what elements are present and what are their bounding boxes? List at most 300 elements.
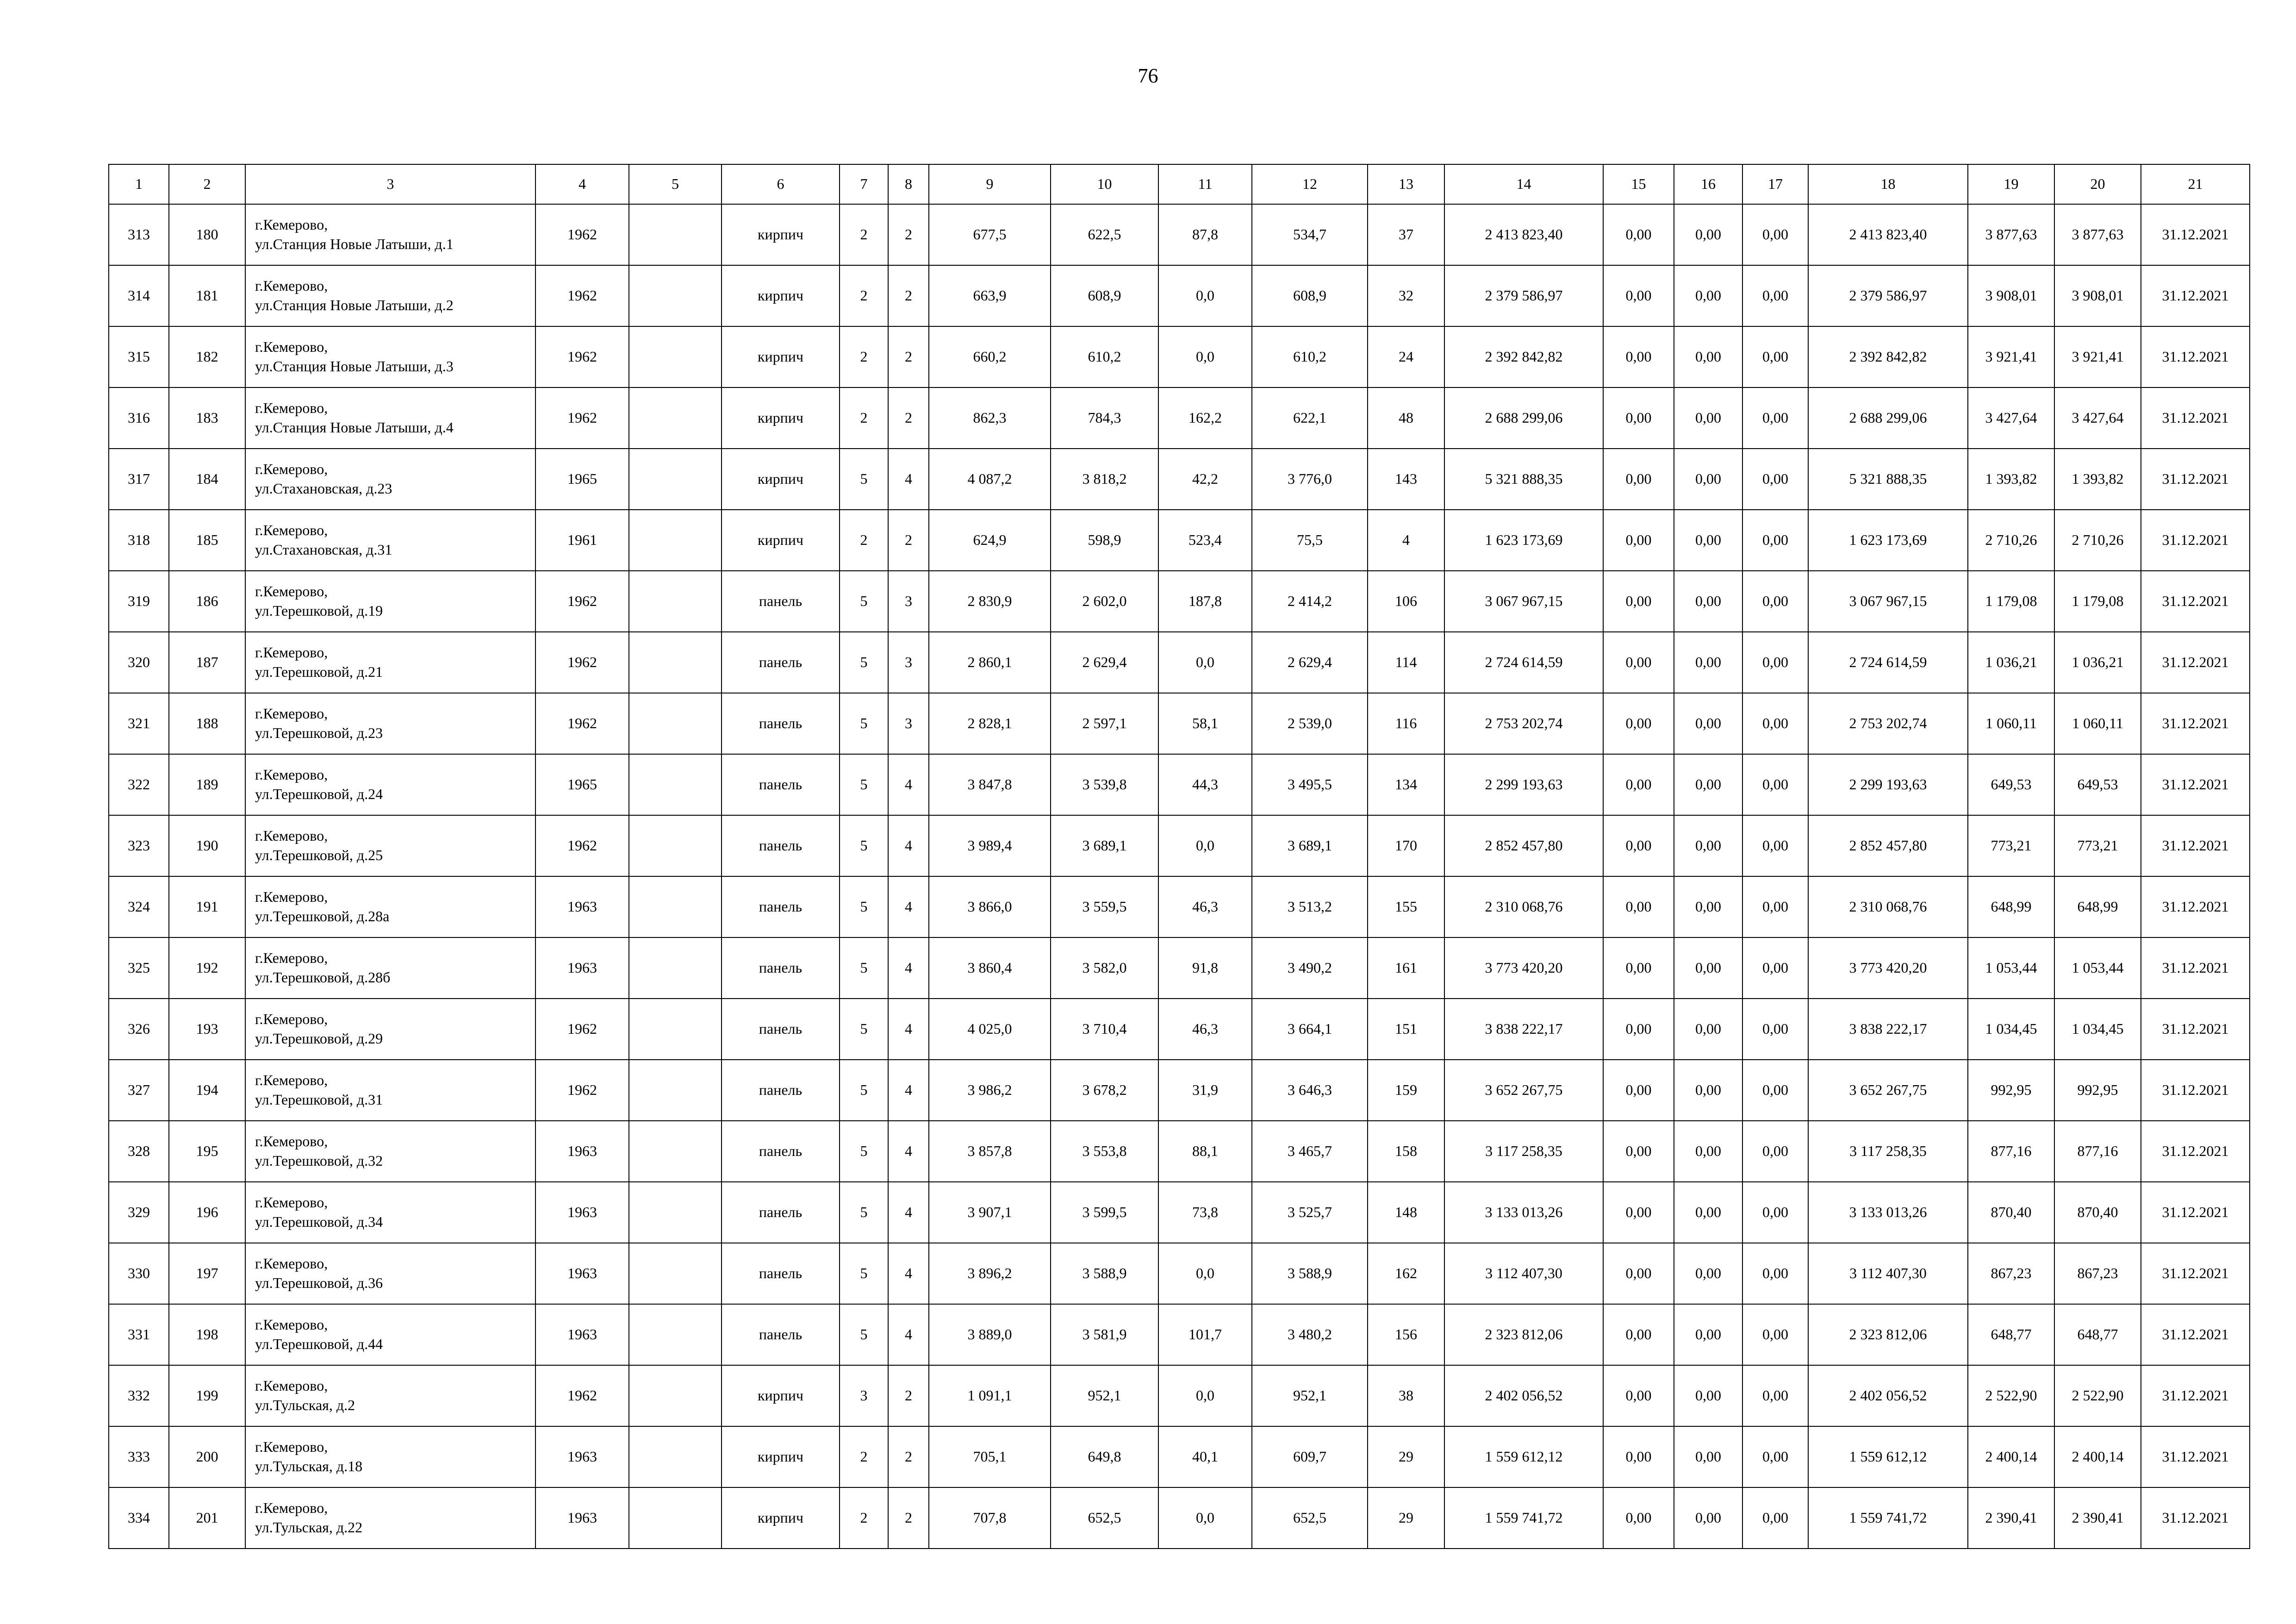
table-row (109, 1060, 2250, 1121)
cell-col-19: 648,99 (1968, 876, 2054, 937)
cell-col-8: 2 (888, 1487, 929, 1549)
cell-col-21: 31.12.2021 (2141, 510, 2250, 571)
cell-col-7: 2 (840, 1426, 888, 1487)
cell-col-18: 3 117 258,35 (1808, 1121, 1968, 1182)
cell-col-18: 3 773 420,20 (1808, 937, 1968, 999)
cell-col-1: 317 (109, 449, 169, 510)
cell-col-20: 1 053,44 (2054, 937, 2141, 999)
cell-col-8: 2 (888, 204, 929, 265)
cell-col-10: 784,3 (1051, 387, 1158, 449)
cell-col-15: 0,00 (1603, 1365, 1674, 1426)
cell-col-11: 0,0 (1158, 326, 1252, 387)
cell-col-16: 0,00 (1674, 1426, 1742, 1487)
cell-col-8: 4 (888, 1243, 929, 1304)
address-cell (245, 1121, 535, 1182)
cell-col-20: 3 427,64 (2054, 387, 2141, 449)
cell-col-4: 1962 (535, 815, 629, 876)
cell-col-14: 2 379 586,97 (1444, 265, 1603, 326)
cell-col-15: 0,00 (1603, 815, 1674, 876)
cell-col-14: 2 724 614,59 (1444, 632, 1603, 693)
address-street: ул.Стахановская, д.23 (255, 480, 392, 497)
cell-col-16: 0,00 (1674, 937, 1742, 999)
cell-col-19: 1 060,11 (1968, 693, 2054, 754)
cell-col-10: 2 602,0 (1051, 571, 1158, 632)
cell-col-17: 0,00 (1742, 449, 1808, 510)
address-cell (245, 1365, 535, 1426)
column-header-18: 18 (1808, 164, 1968, 204)
cell-col-21: 31.12.2021 (2141, 999, 2250, 1060)
table-row (109, 1426, 2250, 1487)
cell-col-14: 3 838 222,17 (1444, 999, 1603, 1060)
cell-col-12: 534,7 (1252, 204, 1368, 265)
cell-col-5 (629, 1121, 722, 1182)
cell-col-15: 0,00 (1603, 1243, 1674, 1304)
address-city: г.Кемерово, (255, 1011, 328, 1028)
cell-col-18: 3 652 267,75 (1808, 1060, 1968, 1121)
cell-col-10: 652,5 (1051, 1487, 1158, 1549)
cell-col-17: 0,00 (1742, 1060, 1808, 1121)
cell-col-6: панель (722, 754, 840, 815)
cell-col-2: 192 (169, 937, 245, 999)
cell-col-14: 3 067 967,15 (1444, 571, 1603, 632)
cell-col-2: 184 (169, 449, 245, 510)
cell-col-9: 707,8 (929, 1487, 1051, 1549)
cell-col-17: 0,00 (1742, 387, 1808, 449)
cell-col-1: 332 (109, 1365, 169, 1426)
cell-col-17: 0,00 (1742, 1243, 1808, 1304)
cell-col-4: 1963 (535, 937, 629, 999)
cell-col-9: 2 830,9 (929, 571, 1051, 632)
cell-col-18: 2 392 842,82 (1808, 326, 1968, 387)
cell-col-12: 610,2 (1252, 326, 1368, 387)
cell-col-8: 2 (888, 1365, 929, 1426)
cell-col-19: 877,16 (1968, 1121, 2054, 1182)
cell-col-17: 0,00 (1742, 876, 1808, 937)
cell-col-14: 2 310 068,76 (1444, 876, 1603, 937)
cell-col-16: 0,00 (1674, 326, 1742, 387)
cell-col-4: 1963 (535, 1304, 629, 1365)
cell-col-9: 3 989,4 (929, 815, 1051, 876)
cell-col-13: 106 (1368, 571, 1444, 632)
address-city: г.Кемерово, (255, 522, 328, 539)
cell-col-13: 151 (1368, 999, 1444, 1060)
cell-col-1: 326 (109, 999, 169, 1060)
cell-col-21: 31.12.2021 (2141, 326, 2250, 387)
address-city: г.Кемерово, (255, 583, 328, 600)
cell-col-11: 101,7 (1158, 1304, 1252, 1365)
cell-col-16: 0,00 (1674, 1487, 1742, 1549)
cell-col-19: 3 427,64 (1968, 387, 2054, 449)
cell-col-5 (629, 632, 722, 693)
cell-col-12: 3 776,0 (1252, 449, 1368, 510)
address-cell (245, 937, 535, 999)
cell-col-7: 2 (840, 265, 888, 326)
cell-col-5 (629, 937, 722, 999)
cell-col-2: 200 (169, 1426, 245, 1487)
cell-col-9: 2 860,1 (929, 632, 1051, 693)
cell-col-12: 622,1 (1252, 387, 1368, 449)
cell-col-5 (629, 1487, 722, 1549)
cell-col-14: 2 688 299,06 (1444, 387, 1603, 449)
cell-col-16: 0,00 (1674, 265, 1742, 326)
cell-col-8: 2 (888, 510, 929, 571)
cell-col-7: 5 (840, 1243, 888, 1304)
table-row (109, 265, 2250, 326)
cell-col-7: 2 (840, 326, 888, 387)
cell-col-18: 2 299 193,63 (1808, 754, 1968, 815)
cell-col-11: 0,0 (1158, 632, 1252, 693)
cell-col-15: 0,00 (1603, 999, 1674, 1060)
cell-col-19: 1 053,44 (1968, 937, 2054, 999)
cell-col-7: 5 (840, 999, 888, 1060)
page-number: 76 (1138, 64, 1158, 87)
cell-col-16: 0,00 (1674, 571, 1742, 632)
cell-col-16: 0,00 (1674, 204, 1742, 265)
column-header-9: 9 (929, 164, 1051, 204)
column-header-6: 6 (722, 164, 840, 204)
cell-col-1: 316 (109, 387, 169, 449)
cell-col-11: 58,1 (1158, 693, 1252, 754)
address-street: ул.Терешковой, д.24 (255, 786, 383, 802)
cell-col-10: 2 629,4 (1051, 632, 1158, 693)
cell-col-20: 1 036,21 (2054, 632, 2141, 693)
cell-col-15: 0,00 (1603, 1060, 1674, 1121)
cell-col-2: 191 (169, 876, 245, 937)
cell-col-5 (629, 815, 722, 876)
cell-col-18: 2 753 202,74 (1808, 693, 1968, 754)
address-city: г.Кемерово, (255, 1316, 328, 1333)
cell-col-4: 1962 (535, 326, 629, 387)
cell-col-19: 2 710,26 (1968, 510, 2054, 571)
cell-col-18: 1 559 741,72 (1808, 1487, 1968, 1549)
address-city: г.Кемерово, (255, 277, 328, 294)
column-header-21: 21 (2141, 164, 2250, 204)
cell-col-15: 0,00 (1603, 326, 1674, 387)
cell-col-19: 2 390,41 (1968, 1487, 2054, 1549)
cell-col-16: 0,00 (1674, 1243, 1742, 1304)
cell-col-7: 5 (840, 449, 888, 510)
cell-col-11: 87,8 (1158, 204, 1252, 265)
cell-col-20: 2 710,26 (2054, 510, 2141, 571)
cell-col-5 (629, 265, 722, 326)
cell-col-12: 3 664,1 (1252, 999, 1368, 1060)
table-row (109, 571, 2250, 632)
address-street: ул.Терешковой, д.32 (255, 1152, 383, 1169)
cell-col-2: 194 (169, 1060, 245, 1121)
cell-col-9: 4 087,2 (929, 449, 1051, 510)
cell-col-15: 0,00 (1603, 876, 1674, 937)
cell-col-7: 5 (840, 815, 888, 876)
column-header-2: 2 (169, 164, 245, 204)
cell-col-6: кирпич (722, 387, 840, 449)
cell-col-2: 199 (169, 1365, 245, 1426)
cell-col-19: 3 908,01 (1968, 265, 2054, 326)
cell-col-17: 0,00 (1742, 326, 1808, 387)
cell-col-13: 48 (1368, 387, 1444, 449)
cell-col-6: панель (722, 1121, 840, 1182)
cell-col-10: 2 597,1 (1051, 693, 1158, 754)
column-header-5: 5 (629, 164, 722, 204)
cell-col-19: 1 393,82 (1968, 449, 2054, 510)
address-street: ул.Стахановская, д.31 (255, 541, 392, 558)
cell-col-20: 870,40 (2054, 1182, 2141, 1243)
cell-col-21: 31.12.2021 (2141, 1487, 2250, 1549)
cell-col-6: панель (722, 1182, 840, 1243)
cell-col-15: 0,00 (1603, 1304, 1674, 1365)
cell-col-7: 5 (840, 1182, 888, 1243)
cell-col-13: 143 (1368, 449, 1444, 510)
cell-col-8: 2 (888, 387, 929, 449)
cell-col-20: 877,16 (2054, 1121, 2141, 1182)
cell-col-12: 3 490,2 (1252, 937, 1368, 999)
cell-col-11: 0,0 (1158, 265, 1252, 326)
cell-col-8: 4 (888, 999, 929, 1060)
cell-col-20: 3 877,63 (2054, 204, 2141, 265)
address-cell (245, 1243, 535, 1304)
cell-col-21: 31.12.2021 (2141, 1426, 2250, 1487)
cell-col-2: 185 (169, 510, 245, 571)
cell-col-6: кирпич (722, 204, 840, 265)
cell-col-1: 334 (109, 1487, 169, 1549)
address-cell (245, 1426, 535, 1487)
cell-col-4: 1962 (535, 632, 629, 693)
cell-col-6: панель (722, 571, 840, 632)
address-city: г.Кемерово, (255, 949, 328, 967)
cell-col-7: 5 (840, 571, 888, 632)
cell-col-20: 648,77 (2054, 1304, 2141, 1365)
address-street: ул.Тульская, д.18 (255, 1458, 363, 1474)
cell-col-11: 187,8 (1158, 571, 1252, 632)
cell-col-11: 42,2 (1158, 449, 1252, 510)
cell-col-1: 329 (109, 1182, 169, 1243)
cell-col-21: 31.12.2021 (2141, 815, 2250, 876)
cell-col-13: 159 (1368, 1060, 1444, 1121)
cell-col-2: 195 (169, 1121, 245, 1182)
address-city: г.Кемерово, (255, 1438, 328, 1455)
cell-col-12: 3 480,2 (1252, 1304, 1368, 1365)
cell-col-5 (629, 449, 722, 510)
cell-col-5 (629, 693, 722, 754)
column-header-20: 20 (2054, 164, 2141, 204)
cell-col-5 (629, 1243, 722, 1304)
cell-col-2: 189 (169, 754, 245, 815)
table-row (109, 632, 2250, 693)
cell-col-15: 0,00 (1603, 1182, 1674, 1243)
cell-col-7: 2 (840, 510, 888, 571)
cell-col-19: 773,21 (1968, 815, 2054, 876)
cell-col-18: 2 323 812,06 (1808, 1304, 1968, 1365)
cell-col-15: 0,00 (1603, 265, 1674, 326)
cell-col-21: 31.12.2021 (2141, 632, 2250, 693)
address-city: г.Кемерово, (255, 400, 328, 417)
cell-col-4: 1962 (535, 265, 629, 326)
cell-col-11: 0,0 (1158, 1365, 1252, 1426)
cell-col-16: 0,00 (1674, 999, 1742, 1060)
cell-col-7: 5 (840, 693, 888, 754)
address-city: г.Кемерово, (255, 705, 328, 722)
address-street: ул.Станция Новые Латыши, д.2 (255, 297, 454, 313)
cell-col-18: 3 133 013,26 (1808, 1182, 1968, 1243)
address-street: ул.Терешковой, д.29 (255, 1030, 383, 1047)
cell-col-6: панель (722, 937, 840, 999)
cell-col-10: 598,9 (1051, 510, 1158, 571)
cell-col-11: 0,0 (1158, 815, 1252, 876)
cell-col-20: 773,21 (2054, 815, 2141, 876)
cell-col-2: 186 (169, 571, 245, 632)
cell-col-8: 4 (888, 876, 929, 937)
cell-col-5 (629, 387, 722, 449)
cell-col-12: 3 513,2 (1252, 876, 1368, 937)
cell-col-16: 0,00 (1674, 632, 1742, 693)
address-street: ул.Терешковой, д.25 (255, 847, 383, 863)
cell-col-20: 992,95 (2054, 1060, 2141, 1121)
table-row (109, 326, 2250, 387)
cell-col-9: 3 857,8 (929, 1121, 1051, 1182)
cell-col-12: 3 495,5 (1252, 754, 1368, 815)
cell-col-18: 3 112 407,30 (1808, 1243, 1968, 1304)
cell-col-13: 37 (1368, 204, 1444, 265)
address-city: г.Кемерово, (255, 1194, 328, 1211)
cell-col-6: кирпич (722, 1365, 840, 1426)
cell-col-11: 0,0 (1158, 1243, 1252, 1304)
cell-col-1: 327 (109, 1060, 169, 1121)
cell-col-13: 116 (1368, 693, 1444, 754)
cell-col-15: 0,00 (1603, 693, 1674, 754)
cell-col-20: 3 921,41 (2054, 326, 2141, 387)
cell-col-10: 608,9 (1051, 265, 1158, 326)
cell-col-18: 2 310 068,76 (1808, 876, 1968, 937)
cell-col-10: 3 689,1 (1051, 815, 1158, 876)
cell-col-4: 1961 (535, 510, 629, 571)
cell-col-18: 3 838 222,17 (1808, 999, 1968, 1060)
table-row (109, 449, 2250, 510)
cell-col-20: 648,99 (2054, 876, 2141, 937)
address-street: ул.Терешковой, д.36 (255, 1274, 383, 1291)
cell-col-18: 2 379 586,97 (1808, 265, 1968, 326)
cell-col-14: 2 753 202,74 (1444, 693, 1603, 754)
cell-col-13: 114 (1368, 632, 1444, 693)
table-row (109, 876, 2250, 937)
address-cell (245, 632, 535, 693)
cell-col-20: 2 522,90 (2054, 1365, 2141, 1426)
cell-col-21: 31.12.2021 (2141, 449, 2250, 510)
cell-col-19: 867,23 (1968, 1243, 2054, 1304)
cell-col-6: панель (722, 815, 840, 876)
cell-col-2: 180 (169, 204, 245, 265)
cell-col-9: 3 847,8 (929, 754, 1051, 815)
cell-col-19: 992,95 (1968, 1060, 2054, 1121)
cell-col-12: 3 588,9 (1252, 1243, 1368, 1304)
cell-col-1: 319 (109, 571, 169, 632)
cell-col-18: 2 724 614,59 (1808, 632, 1968, 693)
address-city: г.Кемерово, (255, 216, 328, 233)
cell-col-15: 0,00 (1603, 1426, 1674, 1487)
cell-col-8: 2 (888, 326, 929, 387)
cell-col-10: 3 599,5 (1051, 1182, 1158, 1243)
cell-col-8: 4 (888, 1121, 929, 1182)
column-header-13: 13 (1368, 164, 1444, 204)
cell-col-8: 4 (888, 1304, 929, 1365)
cell-col-14: 1 559 612,12 (1444, 1426, 1603, 1487)
address-cell (245, 693, 535, 754)
address-street: ул.Станция Новые Латыши, д.1 (255, 236, 454, 252)
address-city: г.Кемерово, (255, 1499, 328, 1517)
cell-col-15: 0,00 (1603, 449, 1674, 510)
cell-col-12: 608,9 (1252, 265, 1368, 326)
address-cell (245, 1487, 535, 1549)
cell-col-14: 3 133 013,26 (1444, 1182, 1603, 1243)
cell-col-21: 31.12.2021 (2141, 693, 2250, 754)
cell-col-4: 1963 (535, 1121, 629, 1182)
cell-col-19: 1 179,08 (1968, 571, 2054, 632)
cell-col-21: 31.12.2021 (2141, 1243, 2250, 1304)
address-cell (245, 1304, 535, 1365)
cell-col-1: 315 (109, 326, 169, 387)
table-row (109, 999, 2250, 1060)
cell-col-10: 622,5 (1051, 204, 1158, 265)
cell-col-6: панель (722, 693, 840, 754)
cell-col-2: 201 (169, 1487, 245, 1549)
cell-col-16: 0,00 (1674, 387, 1742, 449)
column-header-11: 11 (1158, 164, 1252, 204)
cell-col-5 (629, 1182, 722, 1243)
table-row (109, 1243, 2250, 1304)
cell-col-1: 323 (109, 815, 169, 876)
cell-col-6: панель (722, 1243, 840, 1304)
cell-col-9: 663,9 (929, 265, 1051, 326)
address-cell (245, 876, 535, 937)
cell-col-20: 1 060,11 (2054, 693, 2141, 754)
table-row (109, 937, 2250, 999)
column-header-10: 10 (1051, 164, 1158, 204)
cell-col-11: 44,3 (1158, 754, 1252, 815)
cell-col-14: 3 652 267,75 (1444, 1060, 1603, 1121)
cell-col-17: 0,00 (1742, 937, 1808, 999)
cell-col-7: 5 (840, 754, 888, 815)
cell-col-19: 1 034,45 (1968, 999, 2054, 1060)
cell-col-7: 2 (840, 204, 888, 265)
cell-col-10: 3 818,2 (1051, 449, 1158, 510)
cell-col-4: 1962 (535, 1365, 629, 1426)
cell-col-4: 1963 (535, 1426, 629, 1487)
cell-col-7: 5 (840, 1304, 888, 1365)
cell-col-12: 3 689,1 (1252, 815, 1368, 876)
cell-col-1: 321 (109, 693, 169, 754)
address-cell (245, 1060, 535, 1121)
cell-col-21: 31.12.2021 (2141, 876, 2250, 937)
table-row (109, 1487, 2250, 1549)
cell-col-9: 677,5 (929, 204, 1051, 265)
cell-col-19: 1 036,21 (1968, 632, 2054, 693)
address-city: г.Кемерово, (255, 766, 328, 783)
cell-col-17: 0,00 (1742, 571, 1808, 632)
cell-col-20: 3 908,01 (2054, 265, 2141, 326)
cell-col-16: 0,00 (1674, 815, 1742, 876)
cell-col-4: 1962 (535, 693, 629, 754)
column-header-row (109, 164, 2250, 204)
cell-col-1: 333 (109, 1426, 169, 1487)
cell-col-20: 1 179,08 (2054, 571, 2141, 632)
cell-col-4: 1963 (535, 876, 629, 937)
cell-col-6: панель (722, 1060, 840, 1121)
cell-col-9: 862,3 (929, 387, 1051, 449)
cell-col-15: 0,00 (1603, 632, 1674, 693)
cell-col-18: 2 688 299,06 (1808, 387, 1968, 449)
cell-col-4: 1962 (535, 999, 629, 1060)
cell-col-20: 649,53 (2054, 754, 2141, 815)
cell-col-14: 2 299 193,63 (1444, 754, 1603, 815)
cell-col-5 (629, 876, 722, 937)
